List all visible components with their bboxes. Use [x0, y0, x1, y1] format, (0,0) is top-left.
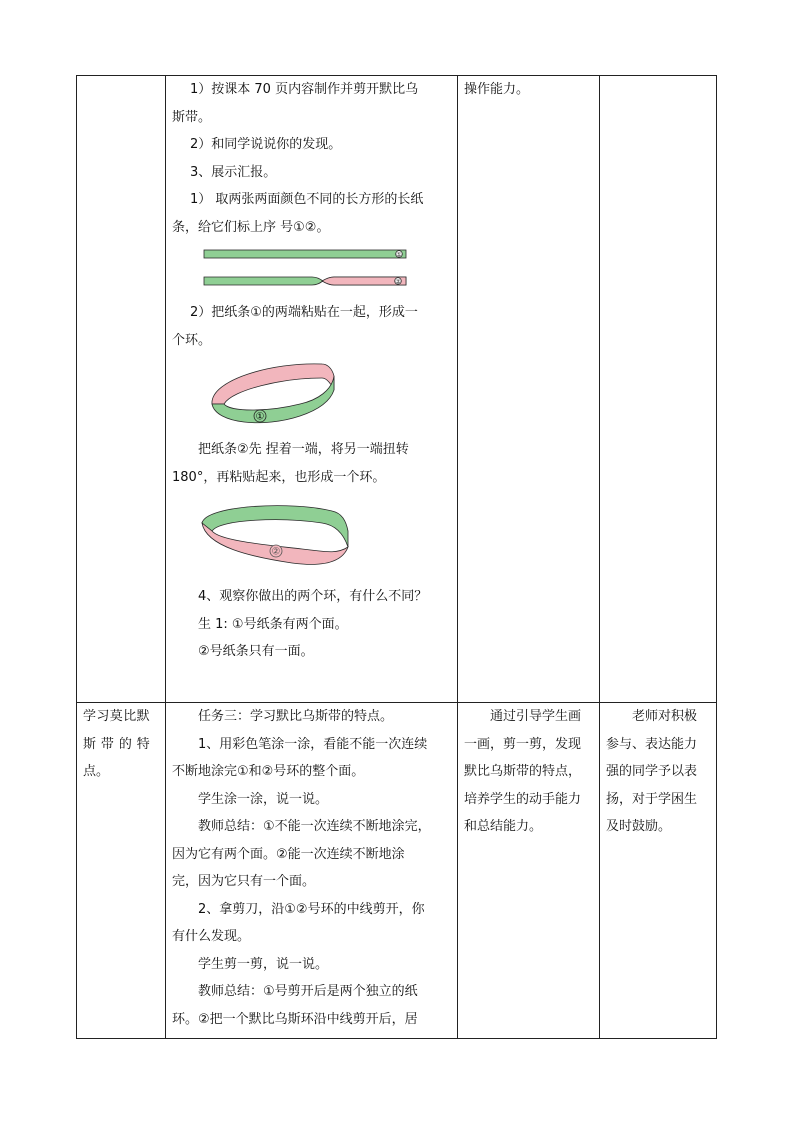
- text-line: 参与、表达能力: [606, 736, 698, 752]
- row2-evaluation-cell: [600, 703, 717, 1039]
- text-line: ②号纸条只有一面。: [198, 644, 314, 659]
- text-line: 通过引导学生画: [490, 709, 582, 724]
- mobius-ring-figure: [172, 491, 452, 583]
- text-line: 学习莫比默: [83, 709, 151, 724]
- text-line: 生 1: ①号纸条有两个面。: [198, 616, 348, 632]
- row2-topic-cell: [77, 703, 166, 1039]
- text-line: 默比乌斯带的特点，: [464, 764, 582, 779]
- strip-2-label: ②: [395, 278, 401, 286]
- table-row: [77, 703, 717, 1039]
- text-line: 操作能力。: [464, 82, 530, 97]
- text-line: 点。: [83, 764, 110, 779]
- ring-1-label: ①: [255, 411, 265, 423]
- text-line: 不断地涂完①和②号环的整个面。: [172, 764, 365, 779]
- lesson-plan-table: [76, 75, 717, 1039]
- text-line: 学生剪一剪，说一说。: [198, 956, 329, 972]
- text-line: 条，给它们标上序 号①②。: [172, 219, 330, 235]
- text-line: 老师对积极: [632, 709, 698, 724]
- text-line: 及时鼓励。: [606, 819, 672, 834]
- text-line: 180°，再粘贴起来，也形成一个环。: [172, 469, 386, 485]
- text-line: 个环。: [172, 332, 212, 348]
- text-line: 学生涂一涂，说一说。: [198, 791, 329, 807]
- strip-2: [204, 277, 406, 285]
- row1-activity-cell: [166, 76, 458, 703]
- text-line: 和总结能力。: [464, 819, 543, 834]
- text-line: 3、展示汇报。: [190, 164, 277, 180]
- ring-2-label: ②: [271, 546, 281, 558]
- row2-goal-cell: [458, 703, 600, 1039]
- row1-goal-cell: [458, 76, 600, 703]
- text-line: 教师总结：①不能一次连续不断地涂完，: [198, 819, 431, 834]
- text-line: 强的同学予以表: [606, 764, 698, 779]
- text-line: 2）和同学说说你的发现。: [190, 137, 342, 152]
- text-line: 任务三：学习默比乌斯带的特点。: [198, 709, 394, 724]
- text-line: 1）按课本 70 页内容制作并剪开默比乌: [190, 82, 419, 97]
- text-line: 培养学生的动手能力: [464, 791, 582, 807]
- text-line: 一画，剪一剪，发现: [464, 736, 582, 752]
- row1-col1-cell: [77, 76, 166, 703]
- text-line: 把纸条②先 捏着一端，将另一端扭转: [198, 442, 409, 457]
- text-line: 1） 取两张两面颜色不同的长方形的长纸: [190, 192, 424, 207]
- table-row: [77, 76, 717, 703]
- text-line: 4、观察你做出的两个环，有什么不同？: [198, 589, 428, 604]
- text-line: 教师总结：①号剪开后是两个独立的纸: [198, 984, 418, 999]
- strip-1-label: ①: [396, 251, 402, 259]
- text-line: 2）把纸条①的两端粘贴在一起，形成一: [190, 305, 418, 320]
- paper-strips-figure: [172, 241, 452, 299]
- row1-col4-cell: [600, 76, 717, 703]
- text-line: 斯带。: [172, 109, 212, 125]
- text-line: 因为它有两个面。②能一次连续不断地涂: [172, 846, 405, 862]
- text-line: 环。②把一个默比乌斯环沿中线剪开后，居: [172, 1011, 418, 1027]
- text-line: 2、拿剪刀，沿①②号环的中线剪开，你: [198, 901, 425, 917]
- text-line: 有什么发现。: [172, 929, 251, 944]
- text-line: 斯 带 的 特: [83, 736, 151, 752]
- text-line: 扬，对于学困生: [606, 791, 698, 807]
- text-line: 1、用彩色笔涂一涂，看能不能一次连续: [198, 736, 428, 752]
- row2-activity-cell: [166, 703, 458, 1039]
- ring-1-figure: [172, 354, 452, 436]
- strip-1: [204, 250, 406, 258]
- text-line: 完，因为它只有一个面。: [172, 874, 316, 889]
